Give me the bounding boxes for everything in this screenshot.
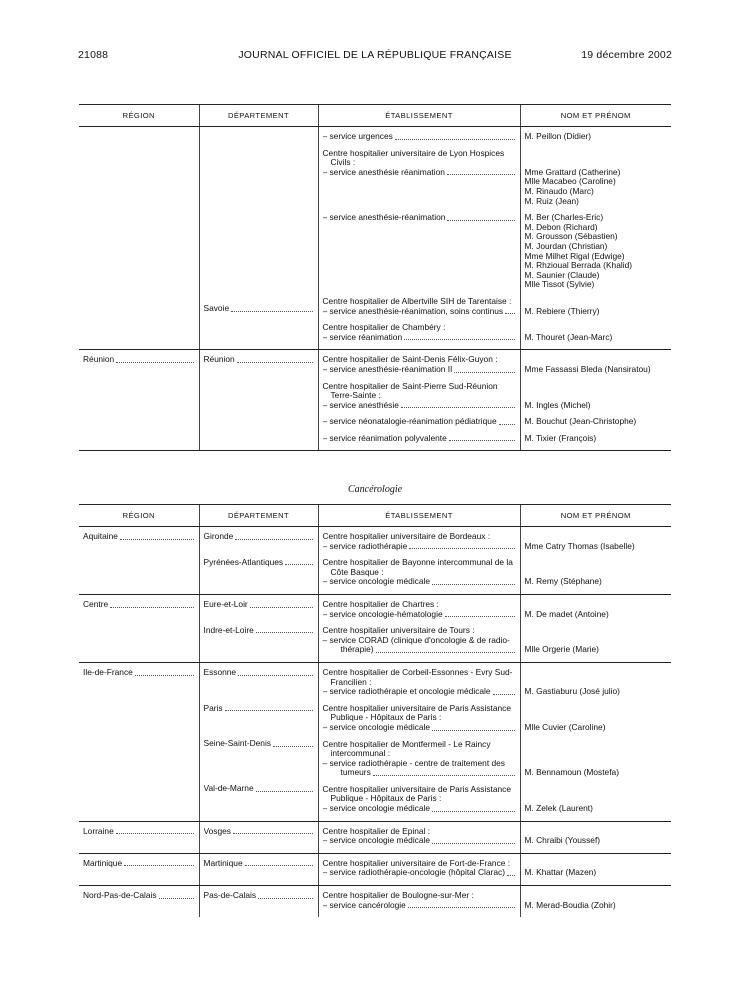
departement-label: Val-de-Marne [204,784,314,794]
hospital-name: Centre hospitalier de Albertville SIH de Tarentaise : [322,295,512,306]
departement-cell [199,662,318,821]
nom-cell [520,594,671,662]
nom-cell [520,853,671,885]
col-header-departement: DÉPARTEMENT [199,105,318,127]
hospital-name: Centre hospitalier de Corbeil-Essonnes - Evry Sud-Francilien : [322,666,513,687]
service-line: – service anesthésie [323,401,516,411]
region-cell [79,527,199,595]
service-line: – service oncologie médicale [323,577,516,587]
departement-cell [199,853,318,885]
person-name: M. Peillon (Didier) [524,131,592,141]
person-name: Mlle Orgerie (Marie) [524,644,599,655]
table-row [79,853,671,885]
col-header-etablissement: ÉTABLISSEMENT [318,505,520,527]
region-aquitaine: Aquitaine [83,532,195,542]
etablissement-cell [318,821,520,853]
nom-cell [520,886,671,918]
departement-label: Indre-et-Loire [204,626,314,636]
person-name: Mlle Cuvier (Caroline) [524,721,606,732]
nom-cell [520,662,671,821]
table-row [79,886,671,918]
person-name: M. Khattar (Mazen) [524,867,597,878]
etablissement-cell [318,527,520,595]
etablissement-cell [318,853,520,885]
person-name: M. Bennamoun (Mostefa) [524,767,619,778]
person-name: M. Thouret (Jean-Marc) [524,331,613,342]
person-name: Mlle Tissot (Sylvie) [524,279,595,290]
table-row [79,662,671,821]
col-header-region: RÉGION [79,105,199,127]
service-line: – service radiothérapie - centre de traitement des [322,757,505,768]
person-name: M. Zelek (Laurent) [524,803,593,814]
departement-reunion: Réunion [204,355,314,365]
hospital-name: Centre hospitalier de Chartres : [322,598,439,609]
person-name: M. Rinaudo (Marc) [524,185,594,196]
col-header-nom: NOM ET PRÉNOM [520,105,671,127]
person-name: M. Jourdan (Christian) [524,240,608,251]
person-name: M. Bouchut (Jean-Christophe) [524,416,637,427]
departement-label: Vosges [204,827,314,837]
service-line: – service anesthésie-réanimation II [323,365,516,375]
region-cell [79,853,199,885]
departement-label: Pas-de-Calais [204,891,314,901]
service-line-cont: tumeurs [323,768,516,778]
departement-label: Essonne [204,668,314,678]
person-name: M. Ber (Charles-Eric) [524,212,604,223]
service-line: – service réanimation [323,333,516,343]
service-line: – service urgences [323,132,516,142]
col-header-etablissement: ÉTABLISSEMENT [318,105,520,127]
service-line: – service anesthésie-réanimation [323,213,516,223]
service-line: – service oncologie médicale [323,836,516,846]
hospital-name: Centre hospitalier universitaire de Fort-de-France : [322,857,511,868]
hospital-name: Centre hospitalier de Saint-Pierre Sud-Réunion Terre-Sainte : [322,380,498,401]
publication-date: 19 décembre 2002 [581,49,672,61]
departement-label: Pyrénées-Atlantiques [204,558,314,568]
service-line: – service réanimation polyvalente [323,434,516,444]
region-centre: Centre [83,600,195,610]
departement-label: Paris [204,704,314,714]
region-cell [79,350,199,451]
hospital-name: Centre hospitalier universitaire de Tours : [322,625,475,636]
person-name: Mme Catry Thomas (Isabelle) [524,540,635,551]
hospital-name: Centre hospitalier de Boulogne-sur-Mer : [322,890,474,901]
table-anesthesie-continued [79,104,671,451]
etablissement-cell [318,127,520,350]
service-line: – service radiothérapie et oncologie médicale [323,687,516,697]
region-martinique: Martinique [83,859,195,869]
region-cell [79,821,199,853]
service-line: – service oncologie médicale [323,723,516,733]
etablissement-cell [318,662,520,821]
hospital-name: Centre hospitalier universitaire de Paris Assistance Publique - Hôpitaux de Paris : [322,702,512,723]
person-name: M. Tixier (François) [524,432,597,443]
departement-label: Eure-et-Loir [204,600,314,610]
departement-savoie: Savoie [204,304,314,314]
person-name: Mme Milhet Rigal (Edwige) [524,250,625,261]
region-reunion: Réunion [83,355,195,365]
person-name: M. Chraibi (Youssef) [524,835,601,846]
service-line: – service oncologie-hématologie [323,610,516,620]
person-name: M. Gastiaburu (José julio) [524,686,620,697]
departement-cell [199,527,318,595]
table-row [79,594,671,662]
person-name: M. Remy (Stéphane) [524,576,602,587]
departement-cell [199,886,318,918]
person-name: M. Ingles (Michel) [524,399,591,410]
person-name: M. Saunier (Claude) [524,269,600,280]
departement-cell [199,594,318,662]
service-line: – service radiothérapie-oncologie (hôpital Clarac) [323,868,516,878]
service-line: – service CORAD (clinique d'oncologie & de radio- [322,634,510,645]
table-row [79,350,671,451]
etablissement-cell [318,594,520,662]
departement-cell [199,821,318,853]
service-line: – service anesthésie-réanimation, soins continus [323,307,516,317]
hospital-name: Centre hospitalier universitaire de Paris Assistance Publique - Hôpitaux de Paris : [322,783,512,804]
departement-cell [199,127,318,350]
table-cancerologie [79,504,671,917]
service-line: – service oncologie médicale [323,804,516,814]
col-header-region: RÉGION [79,505,199,527]
region-cell [79,594,199,662]
page-number: 21088 [78,49,109,61]
region-cell [79,886,199,918]
person-name: M. Grousson (Sébastien) [524,231,618,242]
hospital-name: Centre hospitalier de Bayonne intercommunal de la Côte Basque : [322,557,513,577]
person-name: Mlle Macabeo (Caroline) [524,176,616,187]
hospital-name: Centre hospitalier universitaire de Bordeaux : [322,531,491,541]
hospital-name: Centre hospitalier universitaire de Lyon Hospices Civils : [322,147,505,168]
hospital-name: Centre hospitalier de Chambéry : [322,322,446,333]
service-line-cont: thérapie) [323,645,516,655]
person-name: M. Rebiere (Thierry) [524,305,600,316]
hospital-name: Centre hospitalier de Epinal : [322,825,431,836]
col-header-nom: NOM ET PRÉNOM [520,505,671,527]
person-name: M. De madet (Antoine) [524,608,609,619]
region-ile-de-france: Ile-de-France [83,668,195,678]
hospital-name: Centre hospitalier de Montfermeil - Le Raincy intercommunal : [322,738,491,759]
nom-cell [520,527,671,595]
etablissement-cell [318,886,520,918]
departement-cell [199,350,318,451]
etablissement-cell [318,350,520,451]
section-title: Cancérologie [347,484,403,495]
person-name: M. Rhzioual Berrada (Khalid) [524,260,633,271]
region-cell [79,662,199,821]
table-row [79,527,671,595]
service-line: – service cancérologie [323,901,516,911]
person-name: M. Merad-Boudia (Zohir) [524,899,616,910]
person-name: Mme Fassassi Bleda (Nansiratou) [524,363,651,374]
journal-title: JOURNAL OFFICIEL DE LA RÉPUBLIQUE FRANÇAISE [238,49,512,61]
service-line: – service anesthésie réanimation [323,168,516,178]
table-row [79,127,671,350]
person-name: Mme Grattard (Catherine) [524,166,621,177]
service-line: – service néonatalogie-réanimation pédiatrique [323,417,516,427]
region-nord-pas-de-calais: Nord-Pas-de-Calais [83,891,195,901]
table-row [79,821,671,853]
service-line: – service radiothérapie [323,542,516,552]
departement-label: Martinique [204,859,314,869]
hospital-name: Centre hospitalier de Saint-Denis Félix-Guyon : [322,354,498,365]
departement-label: Seine-Saint-Denis [204,739,314,749]
col-header-departement: DÉPARTEMENT [199,505,318,527]
nom-cell [520,350,671,451]
region-cell [79,127,199,350]
region-lorraine: Lorraine [83,827,195,837]
person-name: M. Debon (Richard) [524,221,598,232]
nom-cell [520,127,671,350]
departement-label: Gironde [204,532,314,542]
nom-cell [520,821,671,853]
person-name: M. Ruiz (Jean) [524,195,579,206]
